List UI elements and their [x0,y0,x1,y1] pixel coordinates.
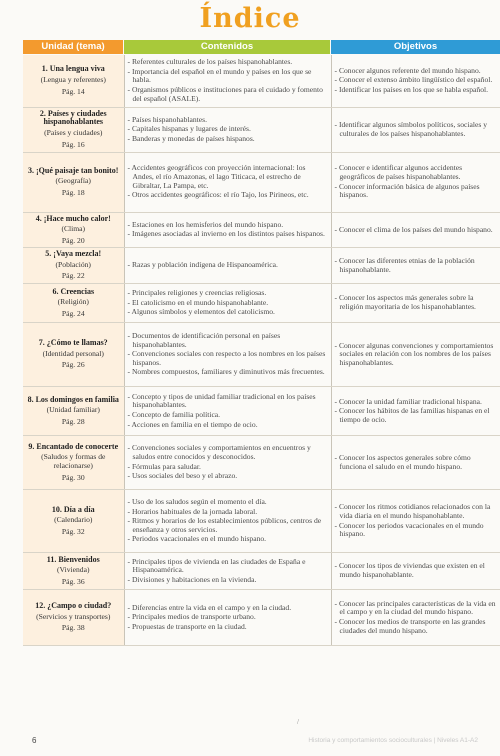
table-row [23,107,500,152]
unit-subtitle: (Servicios y transportes) [36,611,111,621]
content-item: - Estaciones en los hemisferios del mundo hispano. [128,221,328,230]
content-item: - Usos sociales del beso y el abrazo. [128,472,328,481]
content-item: - Periodos vacacionales en el mundo hispano. [128,535,328,544]
footer-text: Historia y comportamientos socioculturales | Niveles A1-A2 [308,737,478,744]
unit-cell [23,590,124,646]
table-row [23,490,500,553]
objective-item: - Conocer información básica de algunos países hispanos. [335,183,498,200]
objective-item: - Conocer algunas convenciones y comportamientos sociales en relación con los nombres de los países hispanohablantes. [335,342,498,368]
table-row [23,248,500,284]
unit-subtitle: (Geografía) [55,176,91,186]
content-item: - Diferencias entre la vida en el campo y en la ciudad. [128,604,328,613]
unit-cell [23,152,124,212]
table-row [23,590,500,646]
content-item: - Nombres compuestos, familiares y diminutivos más frecuentes. [128,368,328,377]
contents-cell [124,436,331,490]
unit-cell [23,323,124,387]
objective-item: - Conocer las principales características de la vida en el campo y en la ciudad del mundo hispano. [335,600,498,617]
unit-cell [23,55,124,107]
objective-item: - Conocer los periodos vacacionales en el mundo hispano. [335,522,498,539]
unit-title: 2. Países y ciudades hispanohablantes [39,108,107,127]
unit-cell [23,212,124,248]
unit-title: 1. Una lengua viva [41,64,105,74]
content-item: - Principales tipos de vivienda en las ciudades de España e Hispanoamérica. [128,558,328,575]
page-title: Índice [199,3,301,34]
unit-page: Pág. 36 [61,576,85,586]
objectives-cell [331,553,500,590]
unit-cell [23,436,124,490]
content-item: - Principales medios de transporte urbano. [128,613,328,622]
unit-page: Pág. 16 [61,139,85,149]
unit-page: Pág. 38 [61,623,85,633]
objective-item: - Conocer la unidad familiar tradicional hispana. [335,398,498,407]
content-item: - Acciones en familia en el tiempo de ocio. [128,421,328,430]
unit-page: Pág. 24 [61,308,85,318]
contents-cell [124,490,331,553]
contents-cell [124,590,331,646]
content-item: - El catolicismo en el mundo hispanohablante. [128,299,328,308]
unit-subtitle: (Lengua y referentes) [40,74,106,84]
unit-subtitle: (Saludos y formas de relacionarse) [41,452,106,471]
unit-title: 6. Creencias [52,286,95,296]
content-item: - Fórmulas para saludar. [128,463,328,472]
unit-cell [23,387,124,436]
objective-item: - Identificar algunos símbolos políticos, sociales y culturales de los países hispanohablantes. [335,121,498,138]
unit-subtitle: (Identidad personal) [42,348,104,358]
content-item: - Concepto de familia política. [128,411,328,420]
unit-page: Pág. 14 [61,86,85,96]
objective-item: - Conocer el clima de los países del mundo hispano. [335,226,498,235]
table-row [23,212,500,248]
unit-title: 7. ¿Cómo te llamas? [38,338,108,348]
objectives-cell [331,490,500,553]
objectives-cell [331,55,500,107]
unit-cell [23,284,124,323]
content-item: - Importancia del español en el mundo y países en los que se habla. [128,68,328,85]
unit-subtitle: (Clima) [61,224,86,234]
table-row [23,387,500,436]
unit-subtitle: (Población) [55,259,91,269]
unit-page: Pág. 20 [61,235,85,245]
content-item: - Referentes culturales de los países hispanohablantes. [128,58,328,67]
unit-cell [23,248,124,284]
contents-cell [124,212,331,248]
objectives-cell [331,107,500,152]
table-row [23,55,500,107]
stray-mark: / [297,718,299,726]
table-row [23,553,500,590]
unit-title: 5. ¡Vaya mezcla! [45,249,102,259]
objective-item: - Conocer los aspectos más generales sobre la religión mayoritaria de los hispanohablantes. [335,294,498,311]
header-unit: Unidad (tema) [23,40,123,54]
table-row [23,436,500,490]
objective-item: - Conocer los aspectos generales sobre cómo funciona el saludo en el mundo hispano. [335,454,498,471]
objective-item: - Conocer los tipos de viviendas que existen en el mundo hispanohablante. [335,562,498,579]
unit-title: 10. Día a día [51,504,95,514]
objectives-cell [331,284,500,323]
contents-cell [124,284,331,323]
objectives-cell [331,212,500,248]
content-item: - Concepto y tipos de unidad familiar tradicional en los países hispanohablantes. [128,393,328,410]
unit-subtitle: (Vivienda) [57,565,90,575]
content-item: - Propuestas de transporte en la ciudad. [128,623,328,632]
content-item: - Banderas y monedas de países hispanos. [128,135,328,144]
objectives-cell [331,248,500,284]
contents-cell [124,107,331,152]
objective-item: - Identificar los países en los que se habla español. [335,86,498,95]
content-item: - Capitales hispanas y lugares de interés. [128,125,328,134]
objectives-cell [331,590,500,646]
unit-page: Pág. 26 [61,360,85,370]
objectives-cell [331,323,500,387]
unit-title: 8. Los domingos en familia [27,394,119,404]
table-row [23,323,500,387]
contents-cell [124,387,331,436]
unit-subtitle: (Países y ciudades) [44,128,103,137]
content-item: - Horarios habituales de la jornada laboral. [128,508,328,517]
contents-cell [124,248,331,284]
content-item: - Convenciones sociales y comportamientos en encuentros y saludos entre conocidos y desconocidos. [128,444,328,461]
contents-cell [124,323,331,387]
content-item: - Algunos símbolos y elementos del catolicismo. [128,308,328,317]
unit-page: Pág. 32 [61,526,85,536]
content-item: - Razas y población indígena de Hispanoamérica. [128,261,328,270]
objectives-cell [331,152,500,212]
objective-item: - Conocer algunos referente del mundo hispano. [335,67,498,76]
objective-item: - Conocer los ritmos cotidianos relacionados con la vida diaria en el mundo hispanohablante. [335,503,498,520]
content-item: - Principales religiones y creencias religiosas. [128,289,328,298]
unit-page: Pág. 18 [61,187,85,197]
content-item: - Países hispanohablantes. [128,116,328,125]
objective-item: - Conocer las diferentes etnias de la población hispanohablante. [335,257,498,274]
unit-cell [23,107,124,152]
unit-cell [23,490,124,553]
unit-title: 9. Encantado de conocerte [28,441,119,451]
unit-cell [23,553,124,590]
unit-subtitle: (Religión) [57,297,89,307]
unit-title: 11. Bienvenidos [46,554,100,564]
contents-cell [124,55,331,107]
contents-cell [124,553,331,590]
unit-subtitle: (Unidad familiar) [46,405,100,415]
unit-title: 4. ¡Hace mucho calor! [35,213,111,223]
content-item: - Otros accidentes geográficos: el río Tajo, los Pirineos, etc. [128,191,328,200]
unit-title: 3. ¡Qué paisaje tan bonito! [28,165,119,175]
table-row [23,152,500,212]
content-item: - Accidentes geográficos con proyección internacional: los Andes, el río Amazonas, el lago Titicaca, el estrecho de Gibraltar, La Pampa, etc. [128,164,328,190]
content-item: - Uso de los saludos según el momento el día. [128,498,328,507]
page-number: 6 [32,736,37,745]
objective-item: - Conocer e identificar algunos accidentes geográficos de países hispanohablantes. [335,164,498,181]
content-item: - Convenciones sociales con respecto a los nombres en los países hispanos. [128,350,328,367]
unit-title: 12. ¿Campo o ciudad? [35,601,112,611]
table-row [23,284,500,323]
unit-subtitle: (Calendario) [54,515,93,525]
unit-page: Pág. 30 [61,472,85,482]
content-item: - Divisiones y habitaciones en la vivienda. [128,576,328,585]
objective-item: - Conocer el extenso ámbito lingüístico del español. [335,76,498,85]
objectives-cell [331,387,500,436]
unit-page: Pág. 28 [61,416,85,426]
content-item: - Ritmos y horarios de los establecimientos públicos, centros de enseñanza y otros servicios. [128,517,328,534]
unit-page: Pág. 22 [61,271,85,281]
content-item: - Imágenes asociadas al invierno en los distintos países hispanos. [128,230,328,239]
index-table [23,55,500,646]
objectives-cell [331,436,500,490]
objective-item: - Conocer los hábitos de las familias hispanas en el tiempo de ocio. [335,407,498,424]
header-objectives: Objetivos [331,40,500,54]
objective-item: - Conocer los medios de transporte en las grandes ciudades del mundo hispano. [335,618,498,635]
contents-cell [124,152,331,212]
content-item: - Organismos públicos e instituciones para el cuidado y fomento del español (ASALE). [128,86,328,103]
content-item: - Documentos de identificación personal en países hispanohablantes. [128,332,328,349]
header-contents: Contenidos [124,40,330,54]
